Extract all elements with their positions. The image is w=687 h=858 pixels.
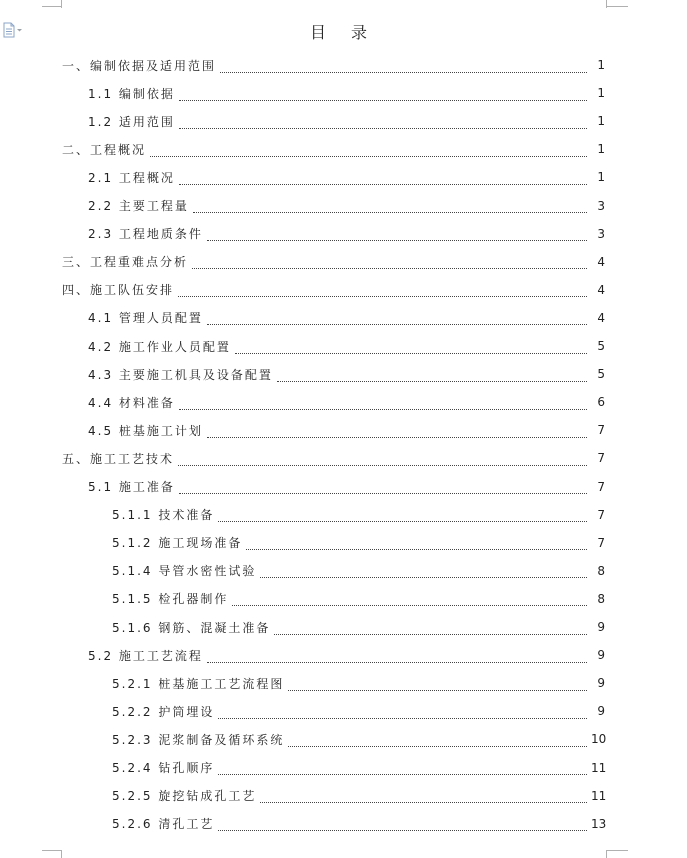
toc-entry-page-number: 7 <box>597 507 605 522</box>
toc-entry-label: 5.1.5 检孔器制作 <box>112 592 229 607</box>
toc-entry-label: 一、编制依据及适用范围 <box>62 58 217 73</box>
toc-entry[interactable] <box>112 589 605 609</box>
toc-entry[interactable] <box>112 814 605 834</box>
toc-entry-page-number: 5 <box>597 339 605 353</box>
toc-entry[interactable] <box>112 673 605 693</box>
toc-entry[interactable] <box>112 786 605 806</box>
toc-entry-page-number: 4 <box>597 254 605 269</box>
toc-entry[interactable] <box>112 729 605 749</box>
toc-entry-page-number: 4 <box>597 282 605 297</box>
toc-entry[interactable] <box>112 561 605 581</box>
toc-entry[interactable] <box>88 167 605 187</box>
toc-entry[interactable] <box>88 224 605 244</box>
toc-entry[interactable] <box>88 364 605 384</box>
toc-entry-page-number: 1 <box>597 58 605 72</box>
toc-entry-label: 5.1.2 施工现场准备 <box>112 536 243 551</box>
toc-entry-label: 2.1 工程概况 <box>88 170 175 185</box>
toc-entry-label: 5.2 施工工艺流程 <box>88 648 203 663</box>
toc-entry-page-number: 1 <box>597 86 605 101</box>
toc-entry[interactable] <box>88 645 605 665</box>
toc-entry-label: 5.1.1 技术准备 <box>112 508 215 523</box>
toc-entry-label: 5.1.6 钢筋、混凝土准备 <box>112 620 271 635</box>
toc-leader-dots <box>207 650 587 663</box>
toc-entry-label: 5.2.4 钻孔顺序 <box>112 761 215 775</box>
toc-title: 目 录 <box>309 23 378 42</box>
toc-entry-label: 5.2.2 护筒埋设 <box>112 704 215 719</box>
toc-leader-dots <box>260 790 587 803</box>
toc-entry-label: 三、工程重难点分析 <box>62 255 189 270</box>
toc-leader-dots <box>246 537 587 550</box>
toc-entry-page-number: 6 <box>597 395 605 410</box>
toc-leader-dots <box>260 565 587 578</box>
toc-entry-label: 4.2 施工作业人员配置 <box>88 339 231 354</box>
toc-leader-dots <box>193 200 587 213</box>
toc-leader-dots <box>179 88 587 101</box>
toc-entry-page-number: 11 <box>591 788 607 803</box>
toc-entry-page-number: 1 <box>597 114 605 129</box>
toc-entry[interactable] <box>112 533 605 553</box>
toc-leader-dots <box>218 762 587 775</box>
toc-leader-dots <box>179 116 587 129</box>
toc-entry-page-number: 7 <box>597 451 605 466</box>
toc-entry-page-number: 7 <box>597 423 605 438</box>
toc-entry-label: 4.4 材料准备 <box>88 395 175 410</box>
toc-leader-dots <box>288 734 587 747</box>
toc-entry-label: 5.2.1 桩基施工工艺流程图 <box>112 676 285 691</box>
crop-mark-bottom-right-h <box>606 850 628 851</box>
toc-leader-dots <box>277 369 587 382</box>
toc-entry-page-number: 7 <box>597 479 605 494</box>
toc-entry-label: 五、施工工艺技术 <box>62 451 175 466</box>
toc-entry[interactable] <box>62 280 605 300</box>
toc-leader-dots <box>178 284 587 297</box>
toc-entry[interactable] <box>62 448 605 468</box>
crop-mark-bottom-left-h <box>42 850 62 851</box>
toc-leader-dots <box>207 425 587 438</box>
toc-entry-label: 5.2.3 泥浆制备及循环系统 <box>112 732 285 747</box>
toc-entry-label: 二、工程概况 <box>62 142 147 157</box>
toc-entry-page-number: 8 <box>597 591 605 606</box>
crop-mark-top-left-h <box>42 6 62 7</box>
crop-mark-top-right-h <box>606 6 628 7</box>
toc-entry-page-number: 4 <box>597 310 605 325</box>
toc-entry-page-number: 1 <box>597 170 605 185</box>
toc-entry-label: 5.2.5 旋挖钻成孔工艺 <box>112 789 257 804</box>
toc-entry-label: 5.1.4 导管水密性试验 <box>112 564 257 579</box>
toc-entry[interactable] <box>62 252 605 272</box>
toc-entry-page-number: 3 <box>597 226 605 241</box>
toc-entry-label: 4.3 主要施工机具及设备配置 <box>88 367 273 382</box>
toc-leader-dots <box>218 509 587 522</box>
toc-entry-label: 4.5 桩基施工计划 <box>88 423 203 438</box>
crop-mark-bottom-left-v <box>61 850 62 858</box>
toc-entry-label: 4.1 管理人员配置 <box>88 311 203 326</box>
toc-leader-dots <box>179 397 587 410</box>
toc-leader-dots <box>150 144 587 157</box>
toc-entry[interactable] <box>62 139 605 159</box>
toc-entry[interactable] <box>112 617 605 637</box>
toc-entry[interactable] <box>62 55 605 75</box>
crop-mark-top-right-v <box>606 0 607 8</box>
toc-entry-label: 5.2.6 清孔工艺 <box>112 817 215 832</box>
toc-entry[interactable] <box>88 308 605 328</box>
toc-entry-page-number: 5 <box>597 367 605 382</box>
toc-entry-label: 1.1 编制依据 <box>88 86 175 101</box>
toc-entry-page-number: 9 <box>597 620 605 634</box>
toc-entry-page-number: 9 <box>597 704 605 719</box>
toc-entry[interactable] <box>88 336 605 356</box>
toc-entry-page-number: 10 <box>591 732 607 747</box>
toc-entry-page-number: 8 <box>597 563 605 578</box>
crop-mark-top-left-v <box>61 0 62 8</box>
toc-leader-dots <box>288 678 587 691</box>
toc-leader-dots <box>207 312 587 325</box>
toc-entry[interactable] <box>88 420 605 440</box>
toc-entry[interactable] <box>88 392 605 412</box>
toc-leader-dots <box>218 818 587 831</box>
toc-entry[interactable] <box>112 505 605 525</box>
toc-entry-label: 5.1 施工准备 <box>88 480 175 494</box>
toc-entry-page-number: 9 <box>597 648 605 663</box>
toc-entry-label: 1.2 适用范围 <box>88 114 175 129</box>
toc-leader-dots <box>207 228 587 241</box>
toc-leader-dots <box>274 622 587 635</box>
toc-entry[interactable] <box>88 111 605 131</box>
toc-leader-dots <box>235 341 587 354</box>
toc-leader-dots <box>179 481 587 494</box>
toc-leader-dots <box>192 256 587 269</box>
crop-mark-bottom-right-v <box>606 850 607 858</box>
toc-leader-dots <box>178 453 587 466</box>
toc-entry-label: 四、施工队伍安排 <box>62 283 175 298</box>
toc-entry-page-number: 7 <box>597 535 605 550</box>
toc-entry[interactable] <box>88 196 605 216</box>
toc-entry[interactable] <box>112 758 605 778</box>
toc-entry-page-number: 13 <box>591 816 607 831</box>
toc-entry-page-number: 1 <box>597 142 605 157</box>
toc-entry-page-number: 3 <box>597 198 605 213</box>
toc-entry[interactable] <box>112 701 605 721</box>
toc-entry-page-number: 11 <box>591 760 607 775</box>
toc-entry-label: 2.2 主要工程量 <box>88 199 189 213</box>
toc-entry[interactable] <box>88 477 605 497</box>
toc-leader-dots <box>220 60 587 73</box>
toc-leader-dots <box>179 172 587 185</box>
toc-entry-label: 2.3 工程地质条件 <box>88 227 203 242</box>
toc-entry[interactable] <box>88 83 605 103</box>
toc-leader-dots <box>232 593 587 606</box>
toc-entry-page-number: 9 <box>597 676 605 691</box>
toc-leader-dots <box>218 706 587 719</box>
